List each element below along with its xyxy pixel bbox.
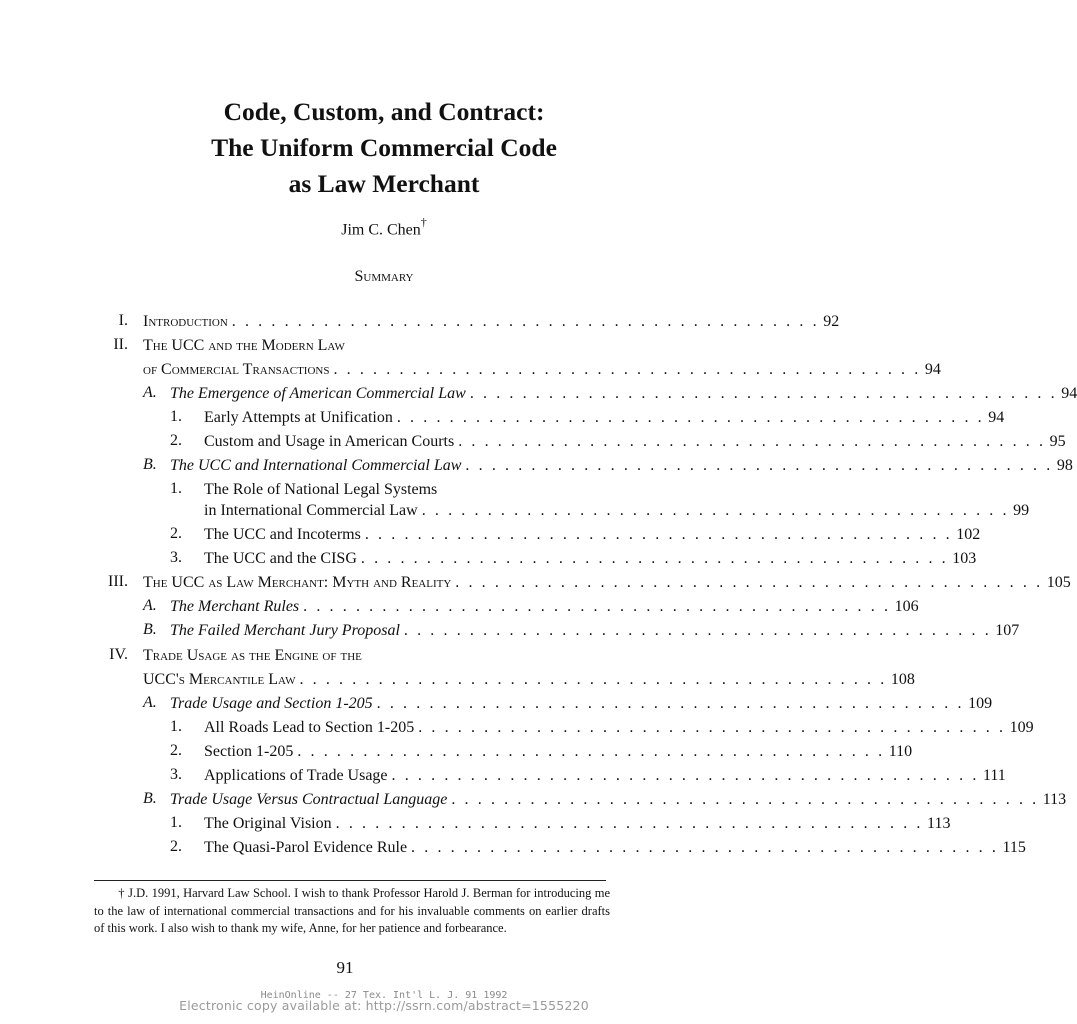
toc-marker: IV. bbox=[109, 646, 128, 663]
toc-marker: 1. bbox=[170, 718, 182, 735]
toc-page: 99 bbox=[1013, 502, 1030, 519]
toc-page: 110 bbox=[888, 743, 913, 760]
toc-marker: II. bbox=[113, 336, 128, 353]
toc-entry[interactable] bbox=[143, 670, 915, 690]
dot-leader: . . . . . . . . . . . . . . . . . . . . . . . . . . . . . . . . . . . . . . . . . . . . . bbox=[335, 815, 924, 832]
toc-entry[interactable] bbox=[204, 432, 1066, 452]
toc-marker: 2. bbox=[170, 838, 182, 855]
toc-entry[interactable] bbox=[204, 501, 1030, 521]
toc-entry-text: The Merchant Rules bbox=[170, 598, 300, 615]
toc-entry[interactable] bbox=[204, 480, 609, 500]
toc-marker: B. bbox=[143, 621, 157, 638]
toc-entry-text: The Failed Merchant Jury Proposal bbox=[170, 622, 400, 639]
toc-marker: 1. bbox=[170, 814, 182, 831]
toc-marker: B. bbox=[143, 456, 157, 473]
toc-entry-text: The UCC as Law Merchant: Myth and Reality bbox=[143, 574, 452, 591]
toc-entry[interactable] bbox=[170, 694, 993, 714]
toc-entry-text: The Quasi-Parol Evidence Rule bbox=[204, 839, 408, 856]
toc-page: 94 bbox=[1061, 385, 1077, 402]
title-line-2: The Uniform Commercial Code bbox=[211, 133, 557, 162]
dot-leader: . . . . . . . . . . . . . . . . . . . . . . . . . . . . . . . . . . . . . . . . . . . . . bbox=[391, 767, 979, 784]
toc-marker: 3. bbox=[170, 766, 182, 783]
dot-leader: . . . . . . . . . . . . . . . . . . . . . . . . . . . . . . . . . . . . . . . . . . . . . bbox=[376, 695, 965, 712]
toc-entry-text: The UCC and the Modern Law bbox=[143, 337, 345, 354]
toc-entry-text: The Emergence of American Commercial Law bbox=[170, 385, 466, 402]
footnote-text: J.D. 1991, Harvard Law School. I wish to thank Professor Harold J. Berman for introducing me to the law of international commercial transactions and for his invaluable comments on earlier drafts of this work. I also wish to thank my wife, Anne, for her patience and forbearance. bbox=[94, 886, 611, 935]
toc-entry-text: Introduction bbox=[143, 313, 228, 330]
toc-page: 113 bbox=[1042, 791, 1067, 808]
toc-entry[interactable] bbox=[204, 766, 1006, 786]
dot-leader: . . . . . . . . . . . . . . . . . . . . . . . . . . . . . . . . . . . . . . . . . . . . . bbox=[418, 719, 1006, 736]
toc-marker: 2. bbox=[170, 525, 182, 542]
dot-leader: . . . . . . . . . . . . . . . . . . . . . . . . . . . . . . . . . . . . . . . . . . . . . bbox=[458, 433, 1046, 450]
page-number: 91 bbox=[336, 958, 354, 977]
toc-marker: III. bbox=[108, 573, 128, 590]
dot-leader: . . . . . . . . . . . . . . . . . . . . . . . . . . . . . . . . . . . . . . . . . . . . . bbox=[396, 409, 985, 426]
toc-entry[interactable] bbox=[143, 646, 609, 666]
toc-entry-text: Trade Usage and Section 1-205 bbox=[170, 695, 373, 712]
toc-entry[interactable] bbox=[143, 360, 941, 380]
footnote-divider bbox=[94, 880, 606, 881]
dot-leader: . . . . . . . . . . . . . . . . . . . . . . . . . . . . . . . . . . . . . . . . . . . . . bbox=[411, 839, 999, 856]
toc-page: 115 bbox=[1002, 839, 1026, 856]
toc-marker: A. bbox=[143, 384, 157, 401]
toc-page: 94 bbox=[988, 409, 1005, 426]
dot-leader: . . . . . . . . . . . . . . . . . . . . . . . . . . . . . . . . . . . . . . . . . . . . . bbox=[403, 622, 992, 639]
toc-entry-text: Custom and Usage in American Courts bbox=[204, 433, 455, 450]
toc-entry-text: Trade Usage as the Engine of the bbox=[143, 647, 362, 664]
toc-entry[interactable] bbox=[204, 718, 1034, 738]
dot-leader: . . . . . . . . . . . . . . . . . . . . . . . . . . . . . . . . . . . . . . . . . . . . . bbox=[465, 457, 1053, 474]
toc-marker: B. bbox=[143, 790, 157, 807]
toc-page: 94 bbox=[924, 361, 941, 378]
dot-leader: . . . . . . . . . . . . . . . . . . . . . . . . . . . . . . . . . . . . . . . . . . . . . bbox=[421, 502, 1010, 519]
toc-marker: A. bbox=[143, 597, 157, 614]
title-line-1: Code, Custom, and Contract: bbox=[223, 97, 545, 126]
toc-marker: A. bbox=[143, 694, 157, 711]
toc-entry-text: The Original Vision bbox=[204, 815, 332, 832]
toc-page: 111 bbox=[982, 767, 1006, 784]
toc-marker: 1. bbox=[170, 408, 182, 425]
toc-entry-text: The UCC and International Commercial Law bbox=[170, 457, 462, 474]
toc-page: 103 bbox=[952, 550, 977, 567]
dot-leader: . . . . . . . . . . . . . . . . . . . . . . . . . . . . . . . . . . . . . . . . . . . . . bbox=[360, 550, 949, 567]
author-footnote-mark[interactable]: † bbox=[420, 215, 427, 229]
toc-entry[interactable] bbox=[143, 312, 840, 332]
toc-entry-text: Section 1-205 bbox=[204, 743, 294, 760]
toc-entry-text: of Commercial Transactions bbox=[143, 361, 330, 378]
heinonline-citation: HeinOnline -- 27 Tex. Int'l L. J. 91 1992 bbox=[260, 990, 508, 1001]
toc-entry-text: in International Commercial Law bbox=[204, 502, 418, 519]
dot-leader: . . . . . . . . . . . . . . . . . . . . . . . . . . . . . . . . . . . . . . . . . . . . . bbox=[299, 671, 887, 688]
toc-page: 92 bbox=[823, 313, 840, 330]
toc-page: 95 bbox=[1049, 433, 1066, 450]
toc-page: 113 bbox=[927, 815, 951, 832]
toc-entry-text: Early Attempts at Unification bbox=[204, 409, 393, 426]
toc-entry-text: Applications of Trade Usage bbox=[204, 767, 388, 784]
toc-entry[interactable] bbox=[204, 742, 913, 762]
toc-entry-text: The UCC and the CISG bbox=[204, 550, 357, 567]
toc-entry-text: Trade Usage Versus Contractual Language bbox=[170, 791, 448, 808]
toc-entry[interactable] bbox=[143, 336, 609, 356]
toc-page: 108 bbox=[890, 671, 915, 688]
toc-marker: 2. bbox=[170, 742, 182, 759]
author-name: Jim C. Chen bbox=[341, 221, 421, 239]
toc-page: 106 bbox=[894, 598, 919, 615]
toc-page: 107 bbox=[995, 622, 1020, 639]
toc-page: 98 bbox=[1056, 457, 1073, 474]
footnote-mark: † bbox=[118, 886, 125, 900]
toc-entry[interactable] bbox=[204, 525, 981, 545]
dot-leader: . . . . . . . . . . . . . . . . . . . . . . . . . . . . . . . . . . . . . . . . . . . . . bbox=[364, 526, 953, 543]
toc-entry[interactable] bbox=[170, 456, 1073, 476]
footnote bbox=[94, 885, 610, 938]
toc-entry[interactable] bbox=[204, 549, 977, 569]
toc-page: 105 bbox=[1046, 574, 1071, 591]
toc-entry[interactable] bbox=[204, 838, 1026, 858]
toc-entry-text: The Role of National Legal Systems bbox=[204, 481, 438, 498]
toc-entry-text: UCC's Mercantile Law bbox=[143, 671, 296, 688]
toc-marker: 3. bbox=[170, 549, 182, 566]
toc-entry[interactable] bbox=[170, 384, 1077, 404]
title-line-3: as Law Merchant bbox=[288, 169, 480, 198]
ssrn-watermark: Electronic copy available at: http://ssrn.com/abstract=1555220 bbox=[179, 998, 589, 1013]
summary-heading: Summary bbox=[354, 268, 414, 285]
dot-leader: . . . . . . . . . . . . . . . . . . . . . . . . . . . . . . . . . . . . . . . . . . . . . bbox=[455, 574, 1043, 591]
toc-entry[interactable] bbox=[204, 408, 1005, 428]
dot-leader: . . . . . . . . . . . . . . . . . . . . . . . . . . . . . . . . . . . . . . . . . . . . . bbox=[297, 743, 885, 760]
toc-entry[interactable] bbox=[170, 597, 919, 617]
dot-leader: . . . . . . . . . . . . . . . . . . . . . . . . . . . . . . . . . . . . . . . . . . . . . bbox=[231, 313, 820, 330]
toc-entry[interactable] bbox=[170, 790, 1067, 810]
toc-entry[interactable] bbox=[204, 814, 951, 834]
toc-marker: 2. bbox=[170, 432, 182, 449]
toc-page: 109 bbox=[1009, 719, 1034, 736]
toc-page: 102 bbox=[956, 526, 981, 543]
dot-leader: . . . . . . . . . . . . . . . . . . . . . . . . . . . . . . . . . . . . . . . . . . . . . bbox=[451, 791, 1039, 808]
toc-entry[interactable] bbox=[170, 621, 1020, 641]
toc-marker: 1. bbox=[170, 480, 182, 497]
toc-entry[interactable] bbox=[143, 573, 1071, 593]
dot-leader: . . . . . . . . . . . . . . . . . . . . . . . . . . . . . . . . . . . . . . . . . . . . . bbox=[303, 598, 891, 615]
dot-leader: . . . . . . . . . . . . . . . . . . . . . . . . . . . . . . . . . . . . . . . . . . . . . bbox=[469, 385, 1058, 402]
toc-page: 109 bbox=[968, 695, 993, 712]
toc-entry-text: All Roads Lead to Section 1-205 bbox=[204, 719, 415, 736]
toc-marker: I. bbox=[118, 312, 128, 329]
dot-leader: . . . . . . . . . . . . . . . . . . . . . . . . . . . . . . . . . . . . . . . . . . . . . bbox=[333, 361, 921, 378]
toc-entry-text: The UCC and Incoterms bbox=[204, 526, 361, 543]
